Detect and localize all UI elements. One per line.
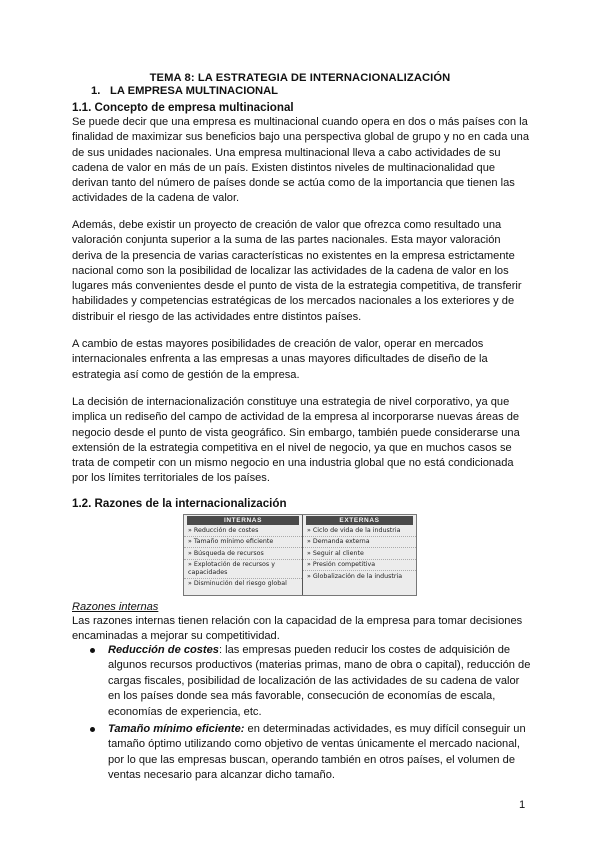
document-title: TEMA 8: LA ESTRATEGIA DE INTERNACIONALIZACIÓN: [149, 72, 451, 84]
bullet-term: Tamaño mínimo eficiente:: [108, 723, 245, 736]
internas-item: » Tamaño mínimo eficiente: [184, 537, 302, 549]
bullet-icon: [90, 727, 95, 732]
internas-header: INTERNAS: [187, 516, 299, 525]
externas-item: » Demanda externa: [303, 537, 416, 549]
externas-item: » Globalización de la industria: [307, 572, 403, 580]
paragraph-4: La decisión de internacionalización constituye una estrategia de nivel corporativo, ya que implica un rediseño del campo de actividad de la empresa al incorporarse nuevas áreas de negocio desde el punto de vista geográfico. Sin embargo, también puede considerarse una extensión de la estrategia competitiva en el nivel de negocio, ya que en muchos casos se trata de competir con un mismo negocio en una industria global que no está condicionada por los límites territoriales de los países.: [72, 396, 520, 485]
razones-internas-subheading: Razones internas: [72, 601, 159, 613]
paragraph-1: Se puede decir que una empresa es multinacional cuando opera en dos o más países con la finalidad de maximizar sus beneficios bajo una perspectiva global de grupo y no en cada una de sus unidades nacionales. Una empresa multinacional lleva a cabo actividades de su cadena de valor en más de un país. Existen distintos niveles de multinacionalidad que derivan tanto del número de países donde se actúa como de la importancia que tienen las actividades de la cadena de valor.: [72, 116, 529, 205]
section-number: 1.: [91, 85, 101, 97]
subsection-heading-1-2: 1.2. Razones de la internacionalización: [72, 497, 287, 510]
internas-item: » Explotación de recursos y capacidades: [184, 560, 302, 579]
bullet-item: [90, 722, 532, 784]
internas-item: » Disminución del riesgo global: [188, 580, 287, 587]
internas-column: [184, 515, 303, 595]
externas-item: » Presión competitiva: [303, 560, 416, 572]
bullet-icon: [90, 648, 95, 653]
externas-column: [303, 515, 416, 595]
section-title: LA EMPRESA MULTINACIONAL: [110, 85, 279, 97]
section-heading-1: [91, 85, 278, 97]
externas-header: EXTERNAS: [306, 516, 413, 525]
reasons-bullet-list: [90, 643, 532, 784]
subsection-heading-1-1: 1.1. Concepto de empresa multinacional: [72, 101, 294, 114]
bullet-text: en determinadas actividades, es muy difícil conseguir un tamaño óptimo utilizando como objetivo de ventas únicamente el mercado nacional, por lo que las empresas buscan, operando también en otros países, el volumen de ventas necesario para alcanzar dicho tamaño.: [108, 723, 526, 782]
externas-item: » Seguir al cliente: [303, 548, 416, 560]
paragraph-2: Además, debe existir un proyecto de creación de valor que ofrezca como resultado una valoración conjunta superior a la suma de las partes nacionales. Esta mayor valoración deriva de la presencia de varias características no existentes en la empresa estrictamente nacional como son la posibilidad de localizar las actividades de la cadena de valor en los lugares más convenientes desde el punto de vista de la estrategia competitiva, de transferir habilidades y competencias estratégicas de los mercados nacionales a los exteriores y de distribuir el riesgo de las actividades entre distintos países.: [72, 219, 522, 323]
bullet-text: : las empresas pueden reducir los costes de adquisición de algunos recursos productivos (materias primas, mano de obra o capital), reducción de cargas fiscales, posibilidad de localización de las actividades de su cadena de valor en los países donde sea más favorable, consecución de economías de escala, economías de experiencia, etc.: [108, 644, 531, 718]
externas-item: » Ciclo de vida de la industria: [303, 525, 416, 537]
page-number: 1: [519, 799, 526, 811]
reasons-figure: [183, 514, 417, 596]
bullet-term: Reducción de costes: [108, 644, 219, 656]
bullet-item: [90, 643, 532, 720]
razones-internas-intro: Las razones internas tienen relación con la capacidad de la empresa para tomar decisiones encaminadas a mejorar su competitividad.: [72, 615, 523, 643]
internas-item: » Reducción de costes: [184, 525, 302, 537]
paragraph-3: A cambio de estas mayores posibilidades de creación de valor, operar en mercados internacionales enfrenta a las empresas a unas mayores dificultades de diseño de la estrategia así como de gestión de la empresa.: [72, 338, 488, 381]
internas-item: » Búsqueda de recursos: [184, 548, 302, 560]
